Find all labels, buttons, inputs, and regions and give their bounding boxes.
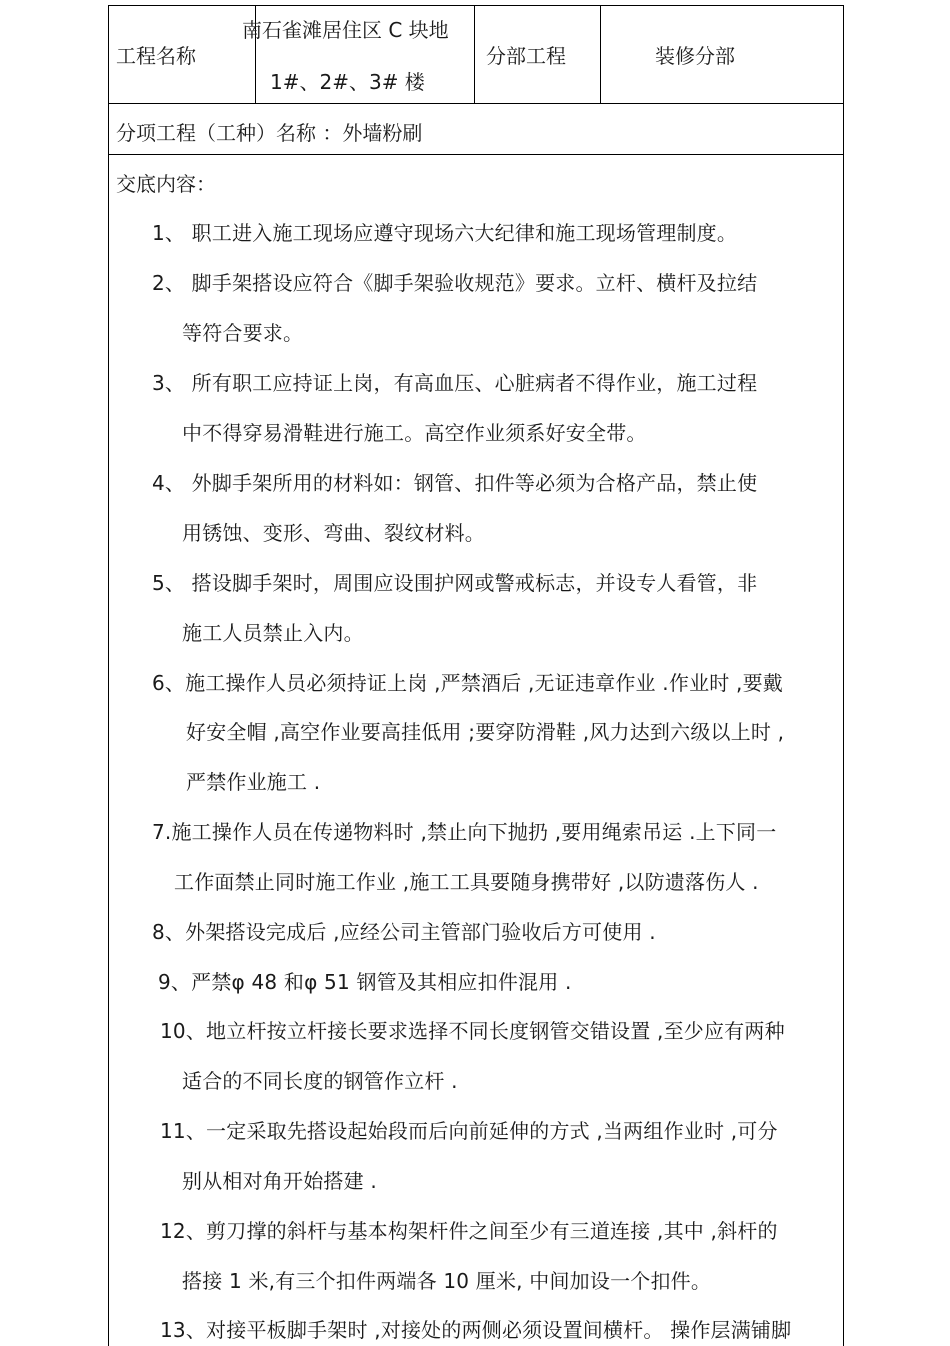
item-line: 施工人员禁止入内。 xyxy=(182,621,364,645)
table-border-top xyxy=(108,5,844,6)
header-divider-2 xyxy=(474,5,475,103)
header-divider-3 xyxy=(600,5,601,103)
item-line: 搭接 1 米,有三个扣件两端各 10 厘米, 中间加设一个扣件。 xyxy=(182,1269,712,1293)
item-line: 8、外架搭设完成后 ,应经公司主管部门验收后方可使用 . xyxy=(152,920,656,944)
item-line: 严禁作业施工 . xyxy=(186,770,321,794)
subitem-name: 分项工程（工种）名称 ：外墙粉刷 xyxy=(116,121,423,145)
item-line: 等符合要求。 xyxy=(182,321,304,345)
item-line: 12、剪刀撑的斜杆与基本构架杆件之间至少有三道连接 ,其中 ,斜杆的 xyxy=(160,1219,778,1243)
table-border-left xyxy=(108,5,109,1346)
item-line: 好安全帽 ,高空作业要高挂低用 ;要穿防滑鞋 ,风力达到六级以上时 , xyxy=(186,720,785,744)
table-border-right xyxy=(843,5,844,1346)
item-line: 中不得穿易滑鞋进行施工。高空作业须系好安全带。 xyxy=(182,421,647,445)
item-line: 3、 所有职工应持证上岗，有高血压、心脏病者不得作业，施工过程 xyxy=(152,371,758,395)
content-title: 交底内容： xyxy=(116,172,216,196)
item-line: 7.施工操作人员在传递物料时 ,禁止向下抛扔 ,要用绳索吊运 .上下同一 xyxy=(152,820,777,844)
item-line: 11、一定采取先搭设起始段而后向前延伸的方式 ,当两组作业时 ,可分 xyxy=(160,1119,778,1143)
item-line: 5、 搭设脚手架时，周围应设围护网或警戒标志，并设专人看管，非 xyxy=(152,571,758,595)
item-line: 别从相对角开始搭建 . xyxy=(182,1169,377,1193)
project-name-label: 工程名称 xyxy=(116,44,196,68)
table-border-header-bottom xyxy=(108,103,844,104)
item-line: 6、施工操作人员必须持证上岗 ,严禁酒后 ,无证违章作业 .作业时 ,要戴 xyxy=(152,671,783,695)
project-name-value-line1: 南石雀滩居住区 C 块地 xyxy=(242,18,449,42)
item-line: 10、地立杆按立杆接长要求选择不同长度钢管交错设置 ,至少应有两种 xyxy=(160,1019,785,1043)
item-line: 适合的不同长度的钢管作立杆 . xyxy=(182,1069,458,1093)
item-line: 工作面禁止同时施工作业 ,施工工具要随身携带好 ,以防遗落伤人 . xyxy=(174,870,759,894)
item-line: 1、 职工进入施工现场应遵守现场六大纪律和施工现场管理制度。 xyxy=(152,221,738,245)
section-label: 分部工程 xyxy=(486,44,566,68)
item-line: 用锈蚀、变形、弯曲、裂纹材料。 xyxy=(182,521,485,545)
item-line: 13、对接平板脚手架时 ,对接处的两侧必须设置间横杆。 操作层满铺脚 xyxy=(160,1318,792,1342)
item-line: 2、 脚手架搭设应符合《脚手架验收规范》要求。立杆、横杆及拉结 xyxy=(152,271,758,295)
item-line: 9、严禁φ 48 和φ 51 钢管及其相应扣件混用 . xyxy=(158,970,572,994)
item-line: 4、 外脚手架所用的材料如：钢管、扣件等必须为合格产品，禁止使 xyxy=(152,471,758,495)
project-name-value-line2: 1#、2#、3# 楼 xyxy=(270,70,425,94)
table-border-subitem-bottom xyxy=(108,154,844,155)
section-value: 装修分部 xyxy=(655,44,735,68)
